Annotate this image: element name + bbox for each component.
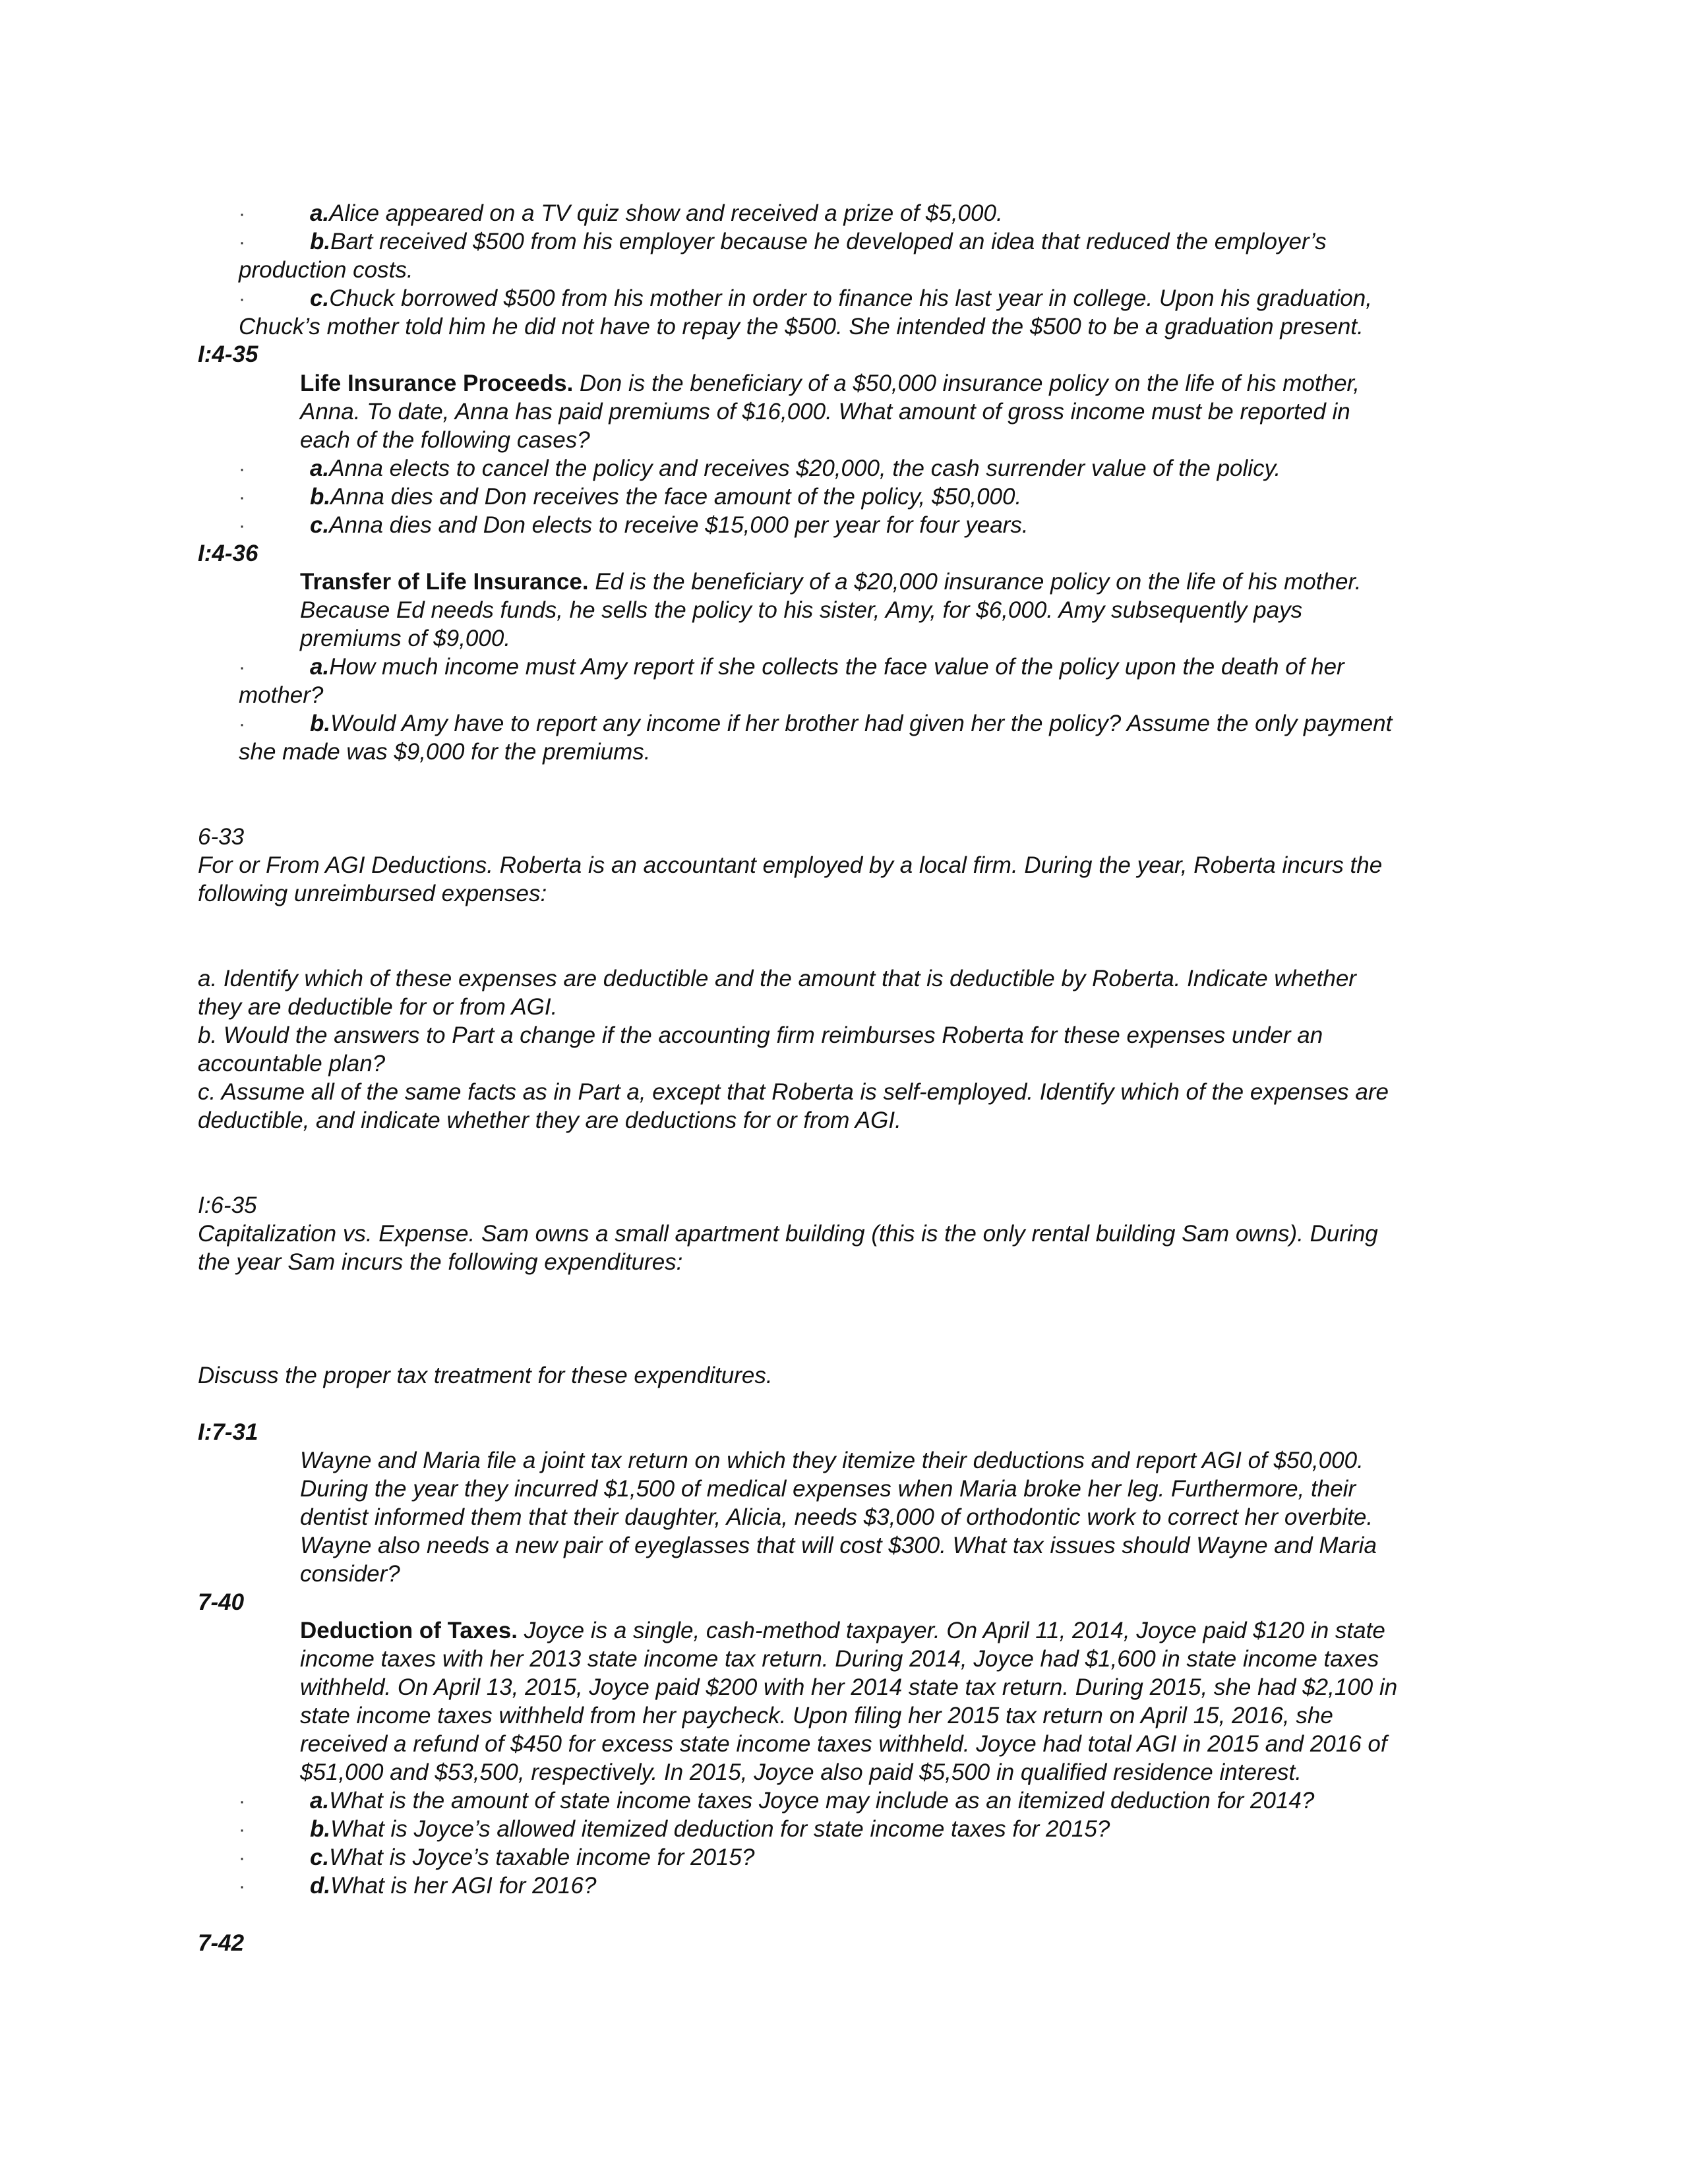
item-c: c.Anna dies and Don elects to receive $15,000 per year for four years. [310, 512, 1029, 538]
problem-text: each of the following cases? [300, 427, 590, 453]
item-c: c.What is Joyce’s taxable income for 2015? [310, 1845, 755, 1870]
item-b: b.Would Amy have to report any income if her brother had given her the policy? Assume the only payment [310, 711, 1393, 736]
bullet: · [239, 515, 245, 537]
item-c: c.Chuck borrowed $500 from his mother in order to finance his last year in college. Upon his graduation, [310, 285, 1372, 311]
problem-text: Capitalization vs. Expense. Sam owns a small apartment building (this is the only rental building Sam owns). During [198, 1221, 1378, 1247]
problem-label: I:7-31 [198, 1419, 258, 1445]
problem-text: following unreimbursed expenses: [198, 881, 547, 906]
problem-label: I:4-36 [198, 541, 258, 566]
part-a: a. Identify which of these expenses are deductible and the amount that is deductible by Roberta. Indicate whether [198, 966, 1356, 991]
bullet: · [239, 231, 245, 253]
problem-label: I:6-35 [198, 1193, 257, 1218]
item-a: a.Anna elects to cancel the policy and receives $20,000, the cash surrender value of the policy. [310, 456, 1281, 481]
problem-text: For or From AGI Deductions. Roberta is an accountant employed by a local firm. During the year, Roberta incurs the [198, 852, 1383, 878]
problem-text: Life Insurance Proceeds. Don is the beneficiary of a $50,000 insurance policy on the life of his mother, [300, 370, 1360, 396]
problem-text: the year Sam incurs the following expenditures: [198, 1249, 683, 1275]
problem-text: Anna. To date, Anna has paid premiums of $16,000. What amount of gross income must be reported in [300, 399, 1350, 425]
problem-text: During the year they incurred $1,500 of medical expenses when Maria broke her leg. Furthermore, their [300, 1476, 1356, 1502]
item-b-cont: she made was $9,000 for the premiums. [239, 739, 651, 765]
item-b: b.Anna dies and Don receives the face amount of the policy, $50,000. [310, 484, 1022, 510]
problem-text: Wayne also needs a new pair of eyeglasses that will cost $300. What tax issues should Wayne and Maria [300, 1533, 1377, 1558]
part-c: c. Assume all of the same facts as in Part a, except that Roberta is self-employed. Identify which of the expenses are [198, 1079, 1389, 1105]
bullet: · [239, 1875, 245, 1897]
problem-text: received a refund of $450 for excess state income taxes withheld. Joyce had total AGI in 2015 and 2016 of [300, 1731, 1387, 1757]
problem-text: Deduction of Taxes. Joyce is a single, cash-method taxpayer. On April 11, 2014, Joyce paid $120 in state [300, 1618, 1385, 1643]
problem-text: dentist informed them that their daughter, Alicia, needs $3,000 of orthodontic work to correct her overbite. [300, 1504, 1373, 1530]
item-b-cont: production costs. [239, 257, 413, 283]
bullet: · [239, 1819, 245, 1841]
problem-text: consider? [300, 1561, 400, 1587]
part-a-cont: they are deductible for or from AGI. [198, 994, 558, 1020]
item-b: b.Bart received $500 from his employer because he developed an idea that reduced the employer’s [310, 229, 1327, 254]
bullet: · [239, 203, 245, 225]
bullet: · [239, 288, 245, 310]
problem-text: state income taxes withheld from her paycheck. Upon filing her 2015 tax return on April 15, 2016, she [300, 1703, 1333, 1728]
item-a-cont: mother? [239, 682, 324, 708]
item-a: a.Alice appeared on a TV quiz show and received a prize of $5,000. [310, 200, 1003, 226]
problem-label: I:4-35 [198, 341, 258, 367]
problem-text: premiums of $9,000. [300, 626, 511, 651]
bullet: · [239, 487, 245, 508]
problem-text: Because Ed needs funds, he sells the policy to his sister, Amy, for $6,000. Amy subsequently pays [300, 597, 1303, 623]
problem-text: income taxes with her 2013 state income tax return. During 2014, Joyce had $1,600 in state income taxes [300, 1646, 1379, 1672]
bullet: · [239, 1847, 245, 1869]
problem-label: 7-40 [198, 1589, 245, 1615]
bullet: · [239, 458, 245, 480]
bullet: · [239, 713, 245, 735]
item-b: b.What is Joyce’s allowed itemized deduction for state income taxes for 2015? [310, 1816, 1110, 1842]
problem-label: 6-33 [198, 824, 245, 850]
item-d: d.What is her AGI for 2016? [310, 1873, 597, 1899]
problem-text: Wayne and Maria file a joint tax return on which they itemize their deductions and report AGI of $50,000. [300, 1448, 1364, 1473]
item-c-cont: Chuck’s mother told him he did not have to repay the $500. She intended the $500 to be a graduation present. [239, 314, 1364, 339]
problem-label: 7-42 [198, 1930, 245, 1956]
problem-text: $51,000 and $53,500, respectively. In 2015, Joyce also paid $5,500 in qualified residence interest. [300, 1759, 1302, 1785]
part-b: b. Would the answers to Part a change if the accounting firm reimburses Roberta for these expenses under an [198, 1022, 1323, 1048]
part-c-cont: deductible, and indicate whether they are deductions for or from AGI. [198, 1107, 901, 1133]
problem-text: Discuss the proper tax treatment for these expenditures. [198, 1363, 773, 1388]
part-b-cont: accountable plan? [198, 1051, 386, 1077]
bullet: · [239, 657, 245, 678]
item-a: a.What is the amount of state income taxes Joyce may include as an itemized deduction for 2014? [310, 1788, 1315, 1814]
problem-text: withheld. On April 13, 2015, Joyce paid $200 with her 2014 state tax return. During 2015, she had $2,100 in [300, 1674, 1398, 1700]
bullet: · [239, 1790, 245, 1812]
problem-text: Transfer of Life Insurance. Ed is the beneficiary of a $20,000 insurance policy on the life of his mother. [300, 569, 1362, 595]
item-a: a.How much income must Amy report if she collects the face value of the policy upon the death of her [310, 654, 1344, 680]
